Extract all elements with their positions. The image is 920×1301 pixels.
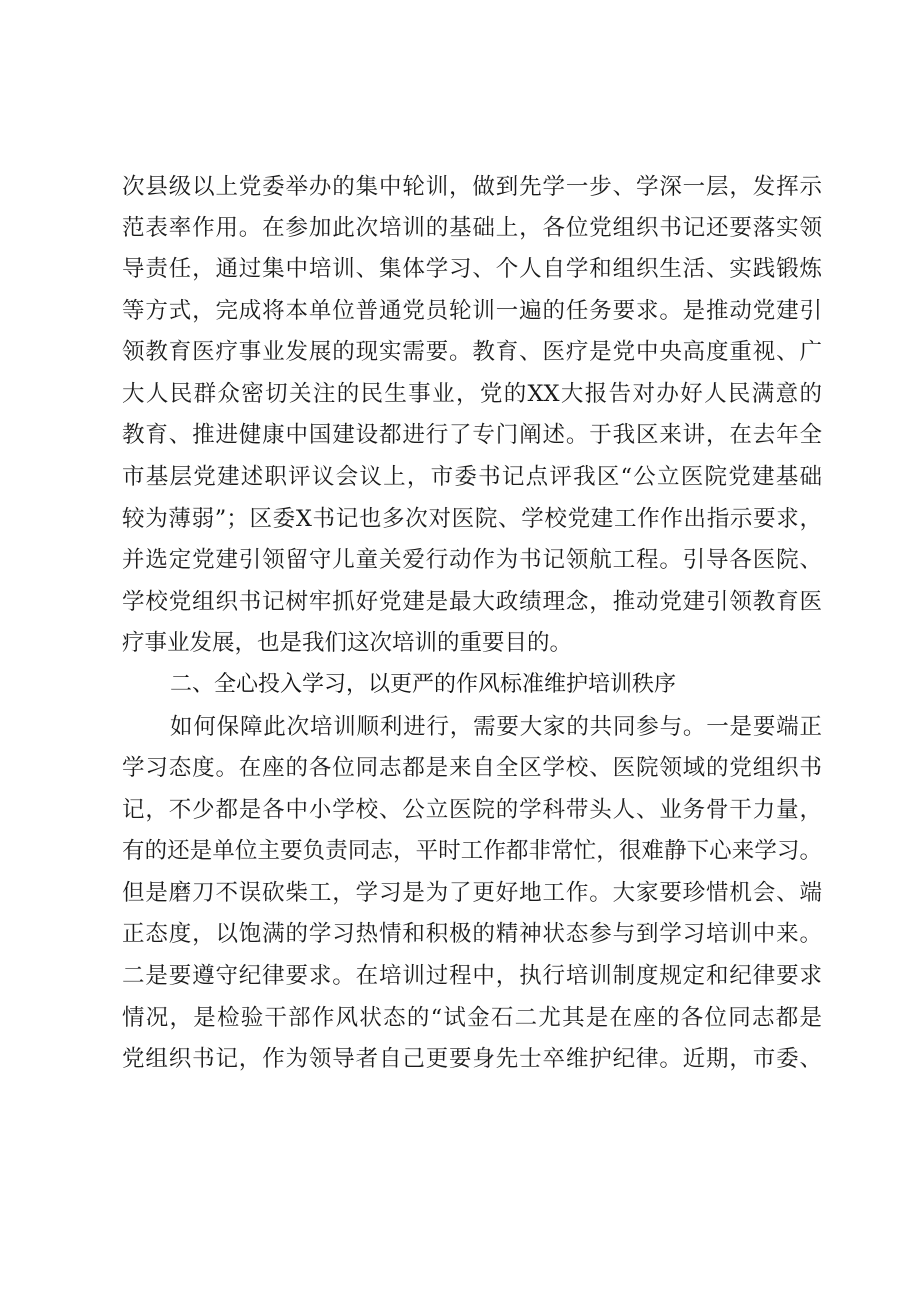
paragraph-line: 等方式，完成将本单位普通党员轮训一遍的任务要求。是推动党建引 (122, 298, 822, 324)
paragraph-line: 如何保障此次培训顺利进行，需要大家的共同参与。一是要端正 (170, 714, 822, 740)
paragraph-line: 大人民群众密切关注的民生事业，党的XX大报告对办好人民满意的 (122, 381, 822, 407)
paragraph-line: 但是磨刀不误砍柴工，学习是为了更好地工作。大家要珍惜机会、端 (122, 880, 822, 906)
paragraph-line: 有的还是单位主要负责同志，平时工作都非常忙，很难静下心来学习。 (122, 838, 822, 864)
paragraph-line: 并选定党建引领留守儿童关爱行动作为书记领航工程。引导各医院、 (122, 547, 822, 573)
paragraph-line: 学校党组织书记树牢抓好党建是最大政绩理念，推动党建引领教育医 (122, 589, 822, 615)
paragraph-line: 范表率作用。在参加此次培训的基础上，各位党组织书记还要落实领 (122, 215, 822, 241)
paragraph-line: 正态度，以饱满的学习热情和积极的精神状态参与到学习培训中来。 (122, 921, 822, 947)
paragraph-line: 疗事业发展，也是我们这次培训的重要目的。 (122, 630, 573, 656)
paragraph-line: 教育、推进健康中国建设都进行了专门阐述。于我区来讲，在去年全 (122, 422, 822, 448)
paragraph-line: 学习态度。在座的各位同志都是来自全区学校、医院领域的党组织书 (122, 755, 822, 781)
paragraph-line: 党组织书记，作为领导者自己更要身先士卒维护纪律。近期，市委、 (122, 1046, 822, 1072)
paragraph-line: 领教育医疗事业发展的现实需要。教育、医疗是党中央高度重视、广 (122, 339, 822, 365)
paragraph-line: 情况，是检验干部作风状态的“试金石二尤其是在座的各位同志都是 (122, 1005, 822, 1031)
section-heading: 二、全心投入学习，以更严的作风标准维护培训秩序 (170, 672, 677, 697)
paragraph-line: 次县级以上党委举办的集中轮训，做到先学一步、学深一层，发挥示 (122, 174, 822, 200)
paragraph-line: 导责任，通过集中培训、集体学习、个人自学和组织生活、实践锻炼 (122, 256, 822, 282)
paragraph-line: 较为薄弱”；区委X书记也多次对医院、学校党建工作作出指示要求， (122, 506, 822, 532)
paragraph-line: 记，不少都是各中小学校、公立医院的学科带头人、业务骨干力量， (122, 797, 822, 823)
paragraph-line: 市基层党建述职评议会议上，市委书记点评我区“公立医院党建基础 (122, 464, 822, 490)
paragraph-line: 二是要遵守纪律要求。在培训过程中，执行培训制度规定和纪律要求 (122, 963, 822, 989)
